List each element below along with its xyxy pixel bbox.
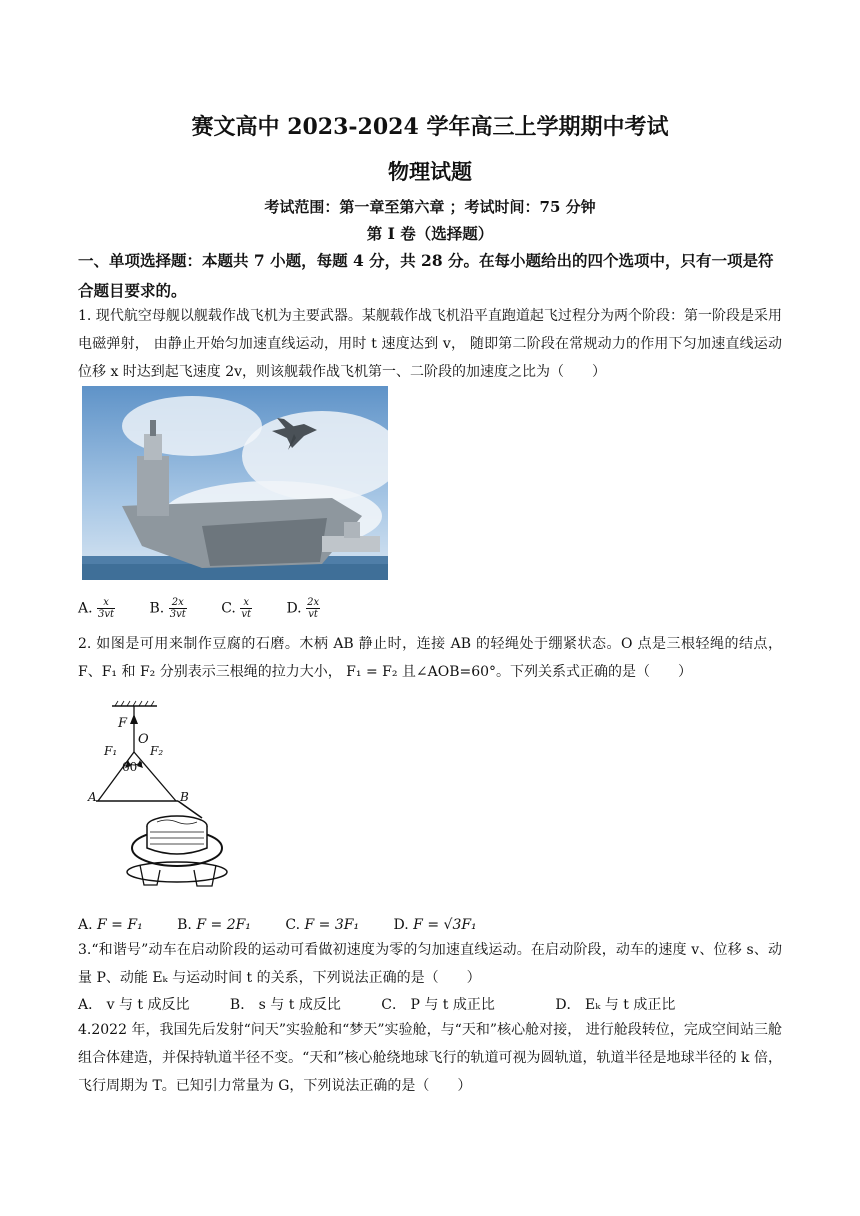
option-d[interactable]: D. F = √3F₁	[393, 917, 477, 933]
option-d[interactable]: D． Eₖ 与 t 成正比	[555, 997, 676, 1013]
option-d[interactable]: D. $\frac{2x}{vt}$	[286, 597, 320, 620]
option-a[interactable]: A. $\frac{x}{3vt}$	[78, 597, 115, 620]
stone-mill-figure	[82, 700, 242, 896]
label-f2: F₂	[150, 744, 164, 758]
option-b[interactable]: B. $\frac{2x}{3vt}$	[149, 597, 186, 620]
option-b[interactable]: B. F = 2F₁	[177, 917, 251, 933]
fraction: $\frac{x}{3vt}$	[98, 597, 115, 620]
label-f: F	[118, 716, 128, 731]
option-b[interactable]: B． s 与 t 成反比	[229, 997, 341, 1013]
option-c[interactable]: C． P 与 t 成正比	[381, 997, 495, 1013]
option-c[interactable]: C. $\frac{x}{vt}$	[221, 597, 251, 620]
aircraft-carrier-image	[82, 386, 388, 580]
option-a[interactable]: A. F = F₁	[78, 917, 143, 933]
question-1-options	[78, 597, 350, 620]
exam-subject: 物理试题	[388, 159, 472, 184]
exam-info: 考试范围：第一章至第六章 ；考试时间：75 分钟	[264, 198, 596, 216]
exam-title: 赛文高中 2023-2024 学年高三上学期期中考试	[191, 114, 669, 140]
volume-heading: 第 I 卷（选择题）	[366, 224, 494, 243]
label-f1: F₁	[104, 744, 118, 758]
label-angle: 60°	[122, 760, 144, 774]
question-3-text: 3.“和谐号”动车在启动阶段的运动可看做初速度为零的匀加速直线运动。在启动阶段，动车的速度 v、位移 s、动量 P、动能 Eₖ 与运动时间 t 的关系，下列说法正确的是（ ）	[78, 942, 782, 986]
question-3-options	[78, 994, 705, 1016]
fraction: $\frac{2x}{vt}$	[307, 597, 320, 620]
fraction: $\frac{2x}{3vt}$	[169, 597, 186, 620]
label-a: A	[88, 790, 97, 804]
fraction: $\frac{x}{vt}$	[241, 597, 251, 620]
label-o: O	[138, 732, 149, 747]
question-1-text: 1. 现代航空母舰以舰载作战飞机为主要武器。某舰载作战飞机沿平直跑道起飞过程分为两个阶段：第一阶段是采用电磁弹射， 由静止开始匀加速直线运动，用时 t 速度达到 v， 随即第二阶段在常规动力的作用下匀加速直线运动位移 x 时达到起飞速度 2v，则该舰载作战飞机第一、二阶段的加速度之比为（ ）	[78, 308, 782, 380]
option-c[interactable]: C. F = 3F₁	[285, 917, 360, 933]
question-2-options	[78, 914, 507, 936]
option-a[interactable]: A． v 与 t 成反比	[78, 997, 190, 1013]
section-heading: 一、单项选择题：本题共 7 小题，每题 4 分，共 28 分。在每小题给出的四个选项中，只有一项是符合题目要求的。	[78, 251, 774, 300]
question-4-text: 4.2022 年，我国先后发射“问天”实验舱和“梦天”实验舱，与“天和”核心舱对接， 进行舱段转位，完成空间站三舱组合体建造，并保持轨道半径不变。“天和”核心舱绕地球飞行的轨道可视为圆轨道，轨道半径是地球半径的 k 倍，飞行周期为 T。已知引力常量为 G，下列说法正确的是（ ）	[78, 1022, 782, 1094]
label-b: B	[180, 790, 189, 804]
question-2-text: 2. 如图是可用来制作豆腐的石磨。木柄 AB 静止时，连接 AB 的轻绳处于绷紧状态。O 点是三根轻绳的结点， F、F₁ 和 F₂ 分别表示三根绳的拉力大小， F₁ = F₂ 且∠AOB=60°。下列关系式正确的是（ ）	[78, 636, 782, 680]
